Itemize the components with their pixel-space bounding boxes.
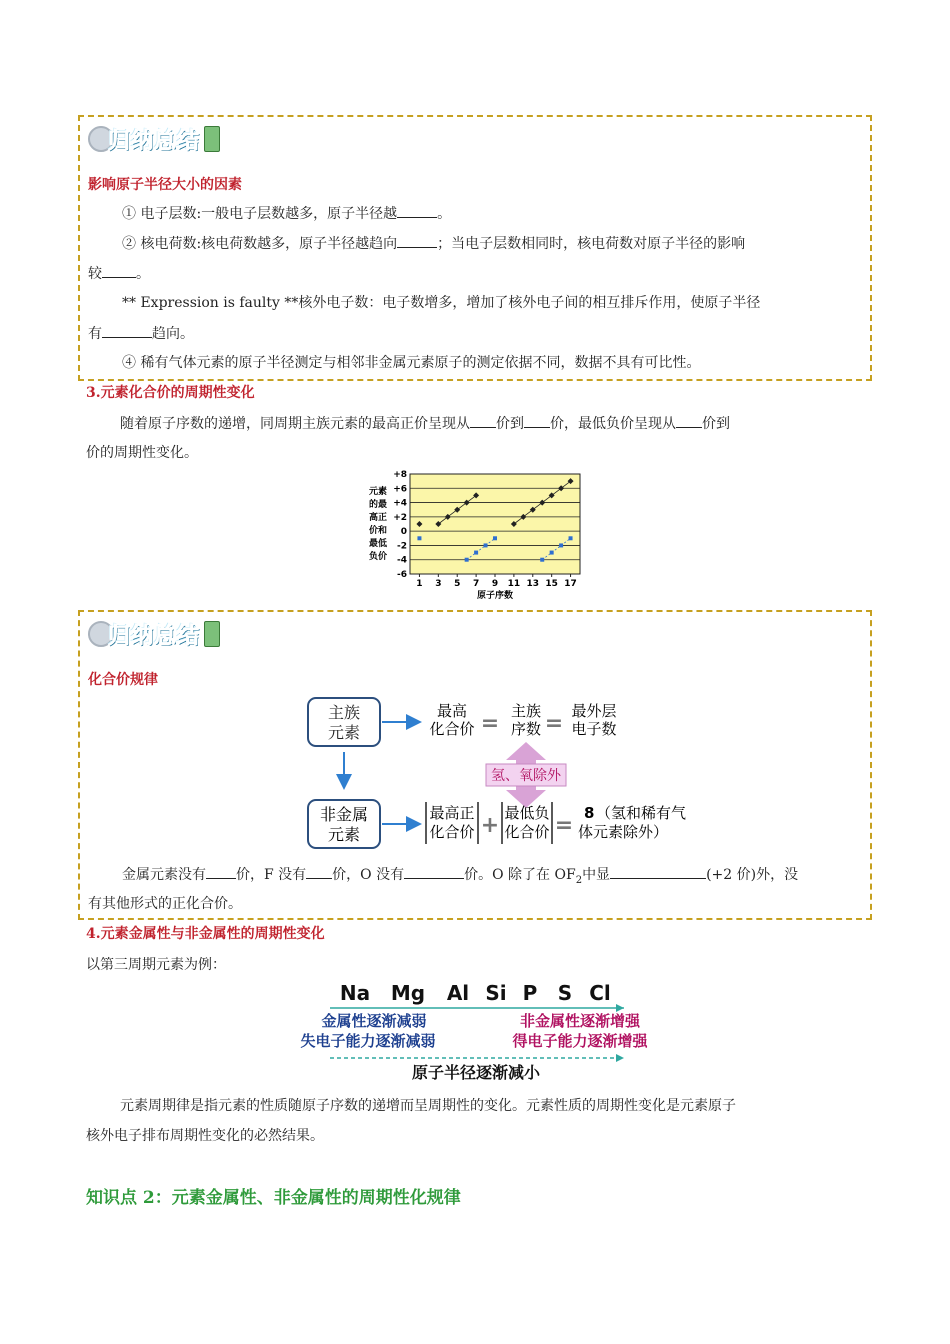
group-no-text2: 序数 <box>510 720 542 738</box>
min-negative-point <box>417 536 421 540</box>
min-negative-point <box>465 558 469 562</box>
box1-heading: 影响原子半径大小的因素 <box>88 177 242 193</box>
badge-text: 归纳总结 <box>108 128 201 154</box>
eight-text: 8 <box>584 804 595 822</box>
metal-weak-text: 金属性逐渐减弱 <box>321 1012 427 1030</box>
nonmetal-strong-text: 非金属性逐渐增强 <box>519 1012 641 1030</box>
y-axis-label-line: 的最 <box>368 500 388 510</box>
y-tick-label: +6 <box>393 484 407 495</box>
section3-para: 随着原子序数的递增，同周期主族元素的最高正价呈现从 价到 价，最低负价呈现从 价到 <box>120 413 730 434</box>
element-symbol: Mg <box>390 981 426 1005</box>
box1-line4: ④ 稀有气体元素的原子半径测定与相邻非金属元素原子的测定依据不同，数据不具有可比性。 <box>122 355 701 371</box>
lose-weak-text: 失电子能力逐渐减弱 <box>300 1032 436 1050</box>
badge-text: 归纳总结 <box>108 623 201 649</box>
summary-badge-1 <box>88 123 220 155</box>
x-tick-label: 9 <box>491 579 499 589</box>
element-symbol: Si <box>485 981 507 1005</box>
y-tick-label: -6 <box>397 570 407 580</box>
min-negative-point <box>493 536 497 540</box>
abs-min-text: 最低负 <box>504 804 550 822</box>
group-no-text: 主族 <box>510 702 542 720</box>
box1-line3: ** Expression is faulty **核外电子数：电子数增多，增加了核外电子间的相互排斥作用，使原子半径 <box>122 295 761 311</box>
summary-box-1 <box>78 115 872 381</box>
y-axis-label-line: 价和 <box>368 526 388 536</box>
x-tick-label: 13 <box>526 579 540 589</box>
knowledge-point-2-heading: 知识点 2：元素金属性、非金属性的周期性化规律 <box>86 1188 461 1208</box>
box1-line3b: 有 趋向。 <box>88 323 194 344</box>
radius-text: 原子半径逐渐减小 <box>411 1063 541 1082</box>
y-tick-label: -4 <box>397 555 407 566</box>
abs-min-text2: 化合价 <box>504 823 550 841</box>
y-tick-label: 0 <box>400 527 407 538</box>
min-negative-point <box>550 551 554 555</box>
element-symbol: Al <box>446 981 470 1005</box>
x-tick-label: 1 <box>416 579 423 589</box>
main-group-text2: 元素 <box>327 723 361 742</box>
eq2: = <box>544 711 564 736</box>
x-tick-label: 17 <box>564 579 577 589</box>
section4-para1: 元素周期律是指元素的性质随原子序数的递增而呈周期性的变化。元素性质的周期性变化是元素原子 <box>120 1098 736 1114</box>
y-axis-label-line: 最低 <box>368 539 388 549</box>
outer-e-text: 最外层 <box>571 702 617 720</box>
box2-para2: 有其他形式的正化合价。 <box>88 896 242 912</box>
pencil-cup-icon <box>204 621 220 647</box>
min-negative-point <box>474 551 478 555</box>
box2-heading: 化合价规律 <box>88 672 158 688</box>
x-axis-label: 原子序数 <box>476 591 514 600</box>
max-pos-text2: 化合价 <box>429 720 475 738</box>
box1-line2: ② 核电荷数:核电荷数越多，原子半径越趋向 ；当电子层数相同时，核电荷数对原子半径的影响 <box>122 233 745 254</box>
y-tick-label: -2 <box>397 541 407 552</box>
eq1: = <box>480 711 500 736</box>
section4-intro: 以第三周期元素为例： <box>86 957 226 973</box>
x-tick-label: 5 <box>454 579 461 589</box>
section4-para2: 核外电子排布周期性变化的必然结果。 <box>86 1128 324 1144</box>
y-tick-label: +4 <box>393 498 407 509</box>
eight-note-text: （氢和稀有气 <box>596 804 687 822</box>
section3-para2: 价的周期性变化。 <box>86 445 198 461</box>
summary-badge-2 <box>88 618 220 650</box>
max-pos-text: 最高 <box>436 702 468 720</box>
x-tick-label: 7 <box>472 579 480 589</box>
y-tick-label: +8 <box>393 470 407 480</box>
abs-max-text2: 化合价 <box>429 823 475 841</box>
y-tick-label: +2 <box>393 512 407 523</box>
x-tick-label: 11 <box>507 579 521 589</box>
valence-chart <box>362 466 602 600</box>
abs-max-text: 最高正 <box>429 804 475 822</box>
min-negative-point <box>569 536 573 540</box>
bottom-arrow-head <box>616 1054 624 1062</box>
box1-line2b: 较 。 <box>88 263 150 284</box>
valence-rule-diagram <box>302 694 722 864</box>
except-text: 氢、氧除外 <box>491 768 561 784</box>
y-axis-label-line: 负价 <box>368 552 388 562</box>
min-negative-point <box>540 558 544 562</box>
y-axis-label-line: 高正 <box>368 513 388 523</box>
outer-e-text2: 电子数 <box>571 720 617 738</box>
nonmetal-text: 非金属 <box>319 805 369 824</box>
element-symbol: S <box>557 981 573 1005</box>
main-group-text: 主族 <box>327 703 361 722</box>
summary-box-2 <box>78 610 872 920</box>
y-axis-label-line: 元素 <box>368 487 388 497</box>
top-arrow-head <box>616 1004 624 1012</box>
box1-line1: ① 电子层数:一般电子层数越多，原子半径越 。 <box>122 203 451 224</box>
min-negative-point <box>559 543 563 547</box>
x-tick-label: 3 <box>435 579 442 589</box>
section4-heading: 4.元素金属性与非金属性的周期性变化 <box>86 926 325 942</box>
box2-para: 金属元素没有 价，F 没有 价，O 没有 价。O 除了在 $OF_2$中显 (+2 价)外，没 <box>122 864 798 891</box>
nonmetal-text2: 元素 <box>327 825 361 844</box>
pencil-cup-icon <box>204 126 220 152</box>
element-symbol: Na <box>339 981 371 1005</box>
element-symbol: P <box>522 981 538 1005</box>
element-symbol: Cl <box>589 981 611 1005</box>
x-tick-label: 15 <box>545 579 558 589</box>
plus-sign: + <box>480 813 500 838</box>
gain-strong-text: 得电子能力逐渐增强 <box>512 1032 648 1050</box>
period3-diagram <box>290 978 670 1084</box>
min-negative-point <box>484 543 488 547</box>
eight-note-text2: 体元素除外） <box>578 823 669 841</box>
eq3: = <box>554 813 574 838</box>
section3-heading: 3.元素化合价的周期性变化 <box>86 385 255 401</box>
